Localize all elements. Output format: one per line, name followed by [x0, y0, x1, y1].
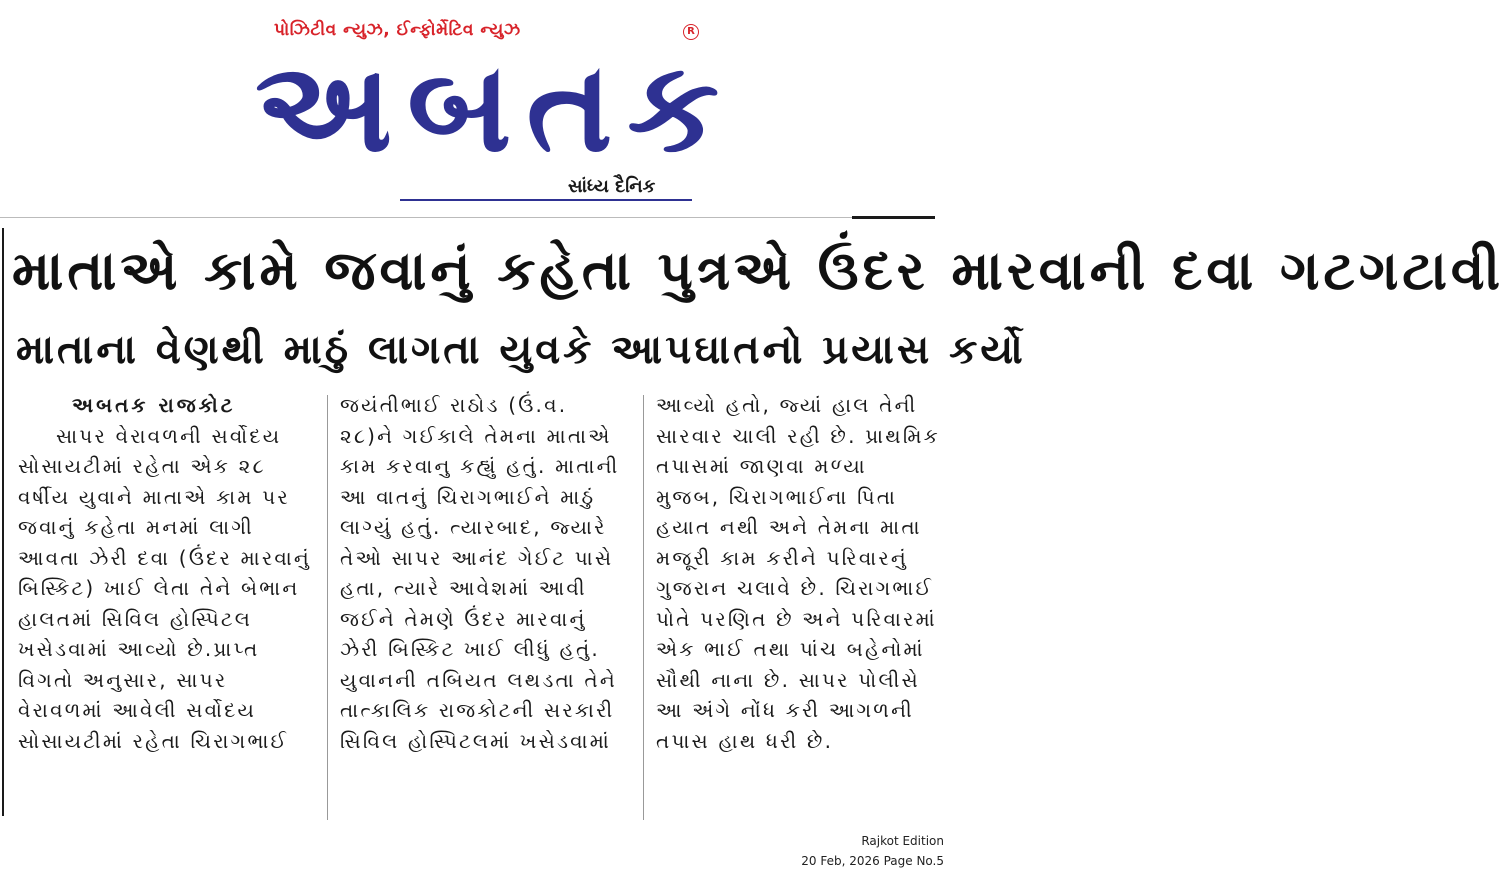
article-text-line: યુવાનની તબિયત લથડતા તેને	[340, 667, 617, 692]
newspaper-subtitle: સાંધ્ય દૈનિક	[568, 176, 656, 197]
article-text-line: મુજબ, ચિરાગભાઈના પિતા	[656, 484, 898, 509]
column-1-body	[18, 421, 313, 757]
article-text-line: આવતા ઝેરી દવા (ઉંદર મારવાનું	[18, 545, 312, 570]
article-text-line: ઝેરી બિસ્કિટ ખાઈ લીધું હતું.	[340, 637, 600, 661]
article-text-line: હયાત નથી અને તેમના માતા	[656, 515, 922, 539]
article-text-line: સાપર વેરાવળની સર્વોદય	[56, 423, 282, 448]
article-text-line: સોસાયટીમાં રહેતા ચિરાગભાઈ	[18, 728, 289, 753]
masthead-divider	[0, 217, 935, 218]
article-text-line: વિગતો અનુસાર, સાપર	[18, 667, 228, 692]
article-text-line: એક ભાઈ તથા પાંચ બહેનોમાં	[656, 637, 925, 661]
article-text-line: ખસેડવામાં આવ્યો છે.પ્રાપ્ત	[18, 637, 260, 661]
article-text-line: વેરાવળમાં આવેલી સર્વોદય	[18, 698, 257, 722]
article-text-line: સોસાયટીમાં રહેતા એક ૨૮	[18, 454, 266, 478]
article-text-line: તેઓ સાપર આનંદ ગેઈટ પાસે	[340, 545, 614, 570]
masthead-divider-accent	[852, 216, 935, 219]
article-column-2	[340, 390, 632, 756]
registered-trademark-icon: R	[683, 24, 699, 40]
article-text-line: પોતે પરણિત છે અને પરિવારમાં	[656, 606, 937, 631]
article-text-line: જવાનું કહેતા મનમાં લાગી	[18, 515, 254, 539]
article-text-line: જઈને તેમણે ઉંદર મારવાનું	[340, 606, 587, 631]
article-text-line: આ અંગે નોંધ કરી આગળની	[656, 698, 914, 722]
article-headline: માતાએ કામે જવાનું કહેતા પુત્રએ ઉંદર મારવાની દવા ગટગટાવી	[12, 239, 1504, 302]
article-text-line: આ વાતનું ચિરાગભાઈને માઠું	[340, 484, 596, 509]
article-text-line: સૌથી નાના છે. સાપર પોલીસે	[656, 667, 920, 692]
column-divider	[327, 395, 328, 820]
article-text-line: તાત્કાલિક રાજકોટની સરકારી	[340, 698, 615, 722]
article-dateline: અબતક રાજકોટ	[72, 393, 236, 417]
tagline: પોઝિટીવ ન્યુઝ, ઈન્ફોર્મેટિવ ન્યુઝ	[274, 20, 521, 40]
article-text-line: લાગ્યું હતું. ત્યારબાદ, જ્યારે	[340, 515, 607, 539]
article-text-line: તપાસમાં જાણવા મળ્યા	[656, 454, 867, 478]
article-text-line: કામ કરવાનુ કહ્યું હતું. માતાની	[340, 454, 620, 478]
column-divider	[643, 395, 644, 820]
article-text-line: હાલતમાં સિવિલ હોસ્પિટલ	[18, 606, 253, 631]
article-text-line: બિસ્કિટ) ખાઈ લેતા તેને બેભાન	[18, 576, 300, 600]
article-text-line: ગુજરાન ચલાવે છે. ચિરાગભાઈ	[656, 576, 934, 600]
article-subheadline: માતાના વેણથી માઠું લાગતા યુવકે આપઘાતનો પ્રયાસ કર્યો	[16, 327, 1026, 373]
column-2-body	[340, 390, 632, 756]
article-text-line: વર્ષીય યુવાને માતાએ કામ પર	[18, 484, 290, 509]
masthead	[0, 0, 954, 215]
edition-name: Rajkot Edition	[861, 834, 944, 848]
column-3-body	[656, 390, 948, 756]
article-text-line: સિવિલ હોસ્પિટલમાં ખસેડવામાં	[340, 728, 611, 753]
article-text-line: મજૂરી કામ કરીને પરિવારનું	[656, 545, 909, 570]
article-left-border	[2, 228, 4, 816]
article-text-line: ૨૮)ને ગઈકાલે તેમના માતાએ	[340, 423, 612, 448]
newspaper-logo: અબતક	[255, 36, 734, 180]
edition-info	[801, 831, 944, 871]
edition-date-page: 20 Feb, 2026 Page No.5	[801, 854, 944, 868]
article-text-line: તપાસ હાથ ધરી છે.	[656, 728, 834, 753]
article-text-line: જયંતીભાઈ રાઠોડ (ઉં.વ.	[340, 393, 568, 417]
article-text-line: હતા, ત્યારે આવેશમાં આવી	[340, 576, 587, 600]
subtitle-underline	[400, 199, 692, 201]
article-column-1	[18, 390, 313, 756]
article-column-3	[656, 390, 948, 756]
article-text-line: સારવાર ચાલી રહી છે. પ્રાથમિક	[656, 423, 940, 448]
article-text-line: આવ્યો હતો, જ્યાં હાલ તેની	[656, 393, 918, 417]
